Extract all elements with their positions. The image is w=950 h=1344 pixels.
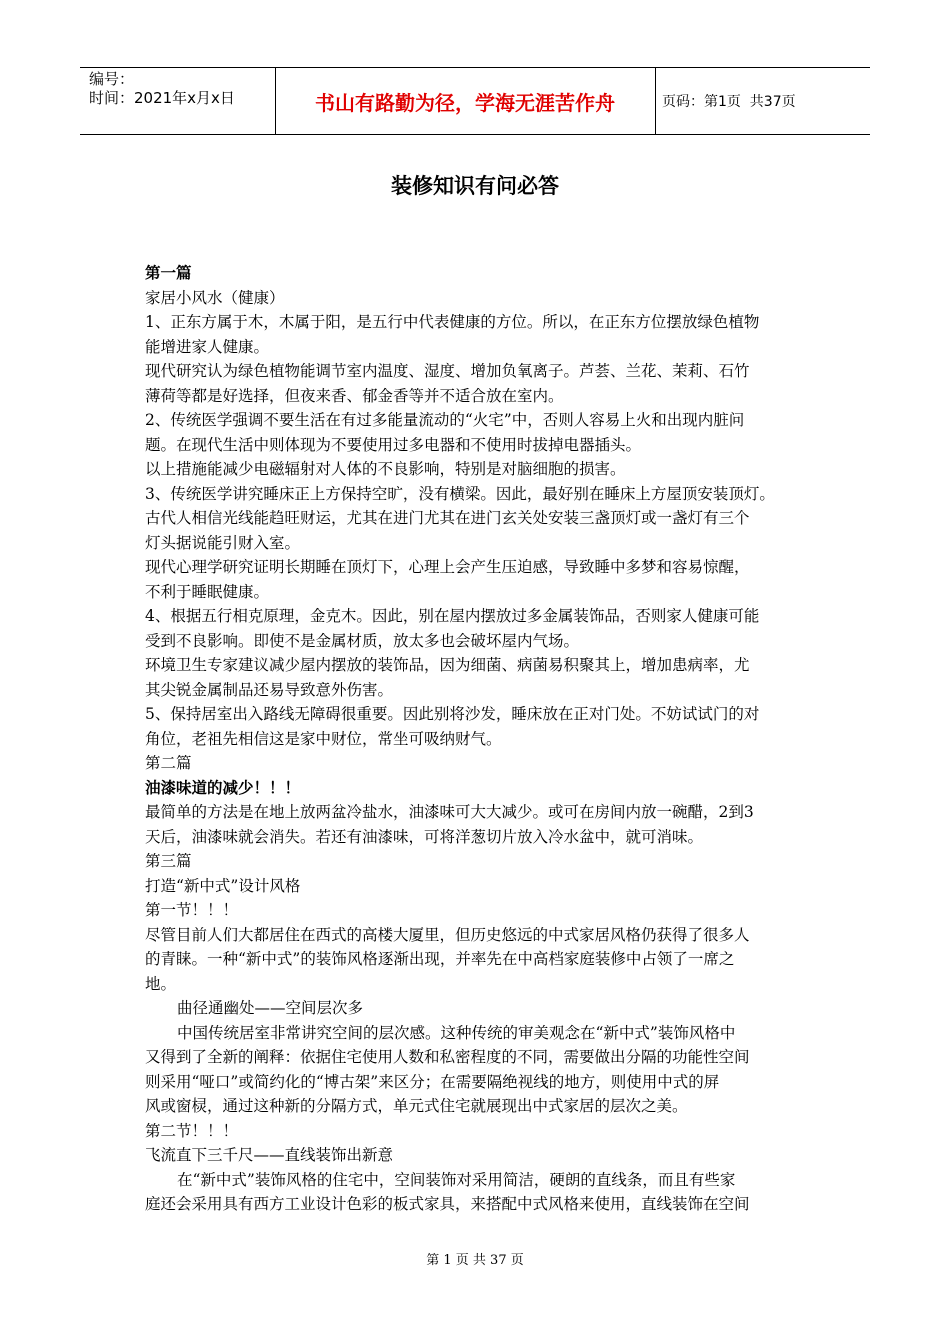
body-line: 家居小风水（健康） bbox=[145, 288, 285, 307]
body-line: 能增进家人健康。 bbox=[145, 337, 270, 356]
body-line: 地。 bbox=[145, 974, 177, 993]
body-line: 5、保持居室出入路线无障碍很重要。因此别将沙发，睡床放在正对门处。不妨试试门的对 bbox=[145, 705, 760, 723]
body-line: 曲径通幽处——空间层次多 bbox=[177, 999, 364, 1017]
body-line: 则采用“哑口”或简约化的“博古架”来区分；在需要隔绝视线的地方，则使用中式的屏 bbox=[145, 1072, 720, 1091]
body-line: 古代人相信光线能趋旺财运，尤其在进门尤其在进门玄关处安装三盏顶灯或一盏灯有三个 bbox=[145, 509, 750, 527]
body-line: 题。在现代生活中则体现为不要使用过多电器和不使用时拔掉电器插头。 bbox=[145, 435, 642, 454]
body-line: 第三篇 bbox=[145, 852, 192, 870]
body-line: 第一节！！！ bbox=[145, 901, 239, 919]
code-label: 编号： bbox=[89, 70, 135, 88]
header-motto: 书山有路勤为径，学海无涯苦作舟 bbox=[315, 90, 615, 115]
body-line: 天后，油漆味就会消失。若还有油漆味，可将洋葱切片放入冷水盆中，就可消味。 bbox=[145, 827, 704, 846]
body-line: 风或窗棂，通过这种新的分隔方式，单元式住宅就展现出中式家居的层次之美。 bbox=[145, 1097, 688, 1115]
body-line: 第二篇 bbox=[145, 754, 192, 772]
body-line: 2、传统医学强调不要生活在有过多能量流动的“火宅”中，否则人容易上火和出现内脏问 bbox=[145, 411, 745, 429]
body-line: 油漆味道的减少！！！ bbox=[145, 778, 301, 797]
body-line: 环境卫生专家建议减少屋内摆放的装饰品，因为细菌、病菌易积聚其上，增加患病率，尤 bbox=[145, 656, 750, 674]
header-divider-right bbox=[655, 67, 656, 135]
document-body bbox=[145, 261, 817, 1217]
body-line: 尽管目前人们大都居住在西式的高楼大厦里，但历史悠远的中式家居风格仍获得了很多人 bbox=[145, 925, 750, 944]
body-line: 4、根据五行相克原理，金克木。因此，别在屋内摆放过多金属装饰品，否则家人健康可能 bbox=[145, 607, 760, 625]
body-line: 打造“新中式”设计风格 bbox=[145, 876, 301, 895]
body-line: 受到不良影响。即使不是金属材质，放太多也会破坏屋内气场。 bbox=[145, 631, 580, 650]
body-line: 现代研究认为绿色植物能调节室内温度、湿度、增加负氧离子。芦荟、兰花、茉莉、石竹 bbox=[145, 362, 750, 380]
body-line: 灯头据说能引财入室。 bbox=[145, 533, 301, 552]
body-line: 中国传统居室非常讲究空间的层次感。这种传统的审美观念在“新中式”装饰风格中 bbox=[177, 1023, 736, 1042]
body-line: 其尖锐金属制品还易导致意外伤害。 bbox=[145, 680, 394, 699]
date-label: 时间：2021年x月x日 bbox=[89, 89, 235, 107]
body-line: 在“新中式”装饰风格的住宅中，空间装饰对采用简洁，硬朗的直线条，而且有些家 bbox=[177, 1170, 736, 1189]
header-meta bbox=[89, 70, 235, 108]
page-footer: 第 1 页 共 37 页 bbox=[426, 1253, 524, 1268]
body-line: 的青睐。一种“新中式”的装饰风格逐渐出现，并率先在中高档家庭装修中占领了一席之 bbox=[145, 950, 735, 968]
body-line: 3、传统医学讲究睡床正上方保持空旷，没有横梁。因此，最好别在睡床上方屋顶安装顶灯。 bbox=[145, 484, 775, 503]
body-line: 1、正东方属于木，木属于阳，是五行中代表健康的方位。所以，在正东方位摆放绿色植物 bbox=[145, 313, 760, 331]
body-line: 最简单的方法是在地上放两盆冷盐水，油漆味可大大减少。或可在房间内放一碗醋，2到3 bbox=[145, 803, 754, 821]
body-line: 不利于睡眠健康。 bbox=[145, 582, 270, 601]
body-line: 第一篇 bbox=[145, 264, 192, 282]
body-line: 庭还会采用具有西方工业设计色彩的板式家具，来搭配中式风格来使用，直线装饰在空间 bbox=[145, 1195, 750, 1213]
document-title: 装修知识有问必答 bbox=[391, 174, 559, 198]
header-page-info: 页码：第1页 共37页 bbox=[662, 94, 796, 110]
body-line: 以上措施能减少电磁辐射对人体的不良影响，特别是对脑细胞的损害。 bbox=[145, 460, 626, 478]
body-line: 角位，老祖先相信这是家中财位，常坐可吸纳财气。 bbox=[145, 729, 502, 748]
body-line: 现代心理学研究证明长期睡在顶灯下，心理上会产生压迫感，导致睡中多梦和容易惊醒， bbox=[145, 558, 750, 576]
body-line: 薄荷等都是好选择，但夜来香、郁金香等并不适合放在室内。 bbox=[145, 386, 564, 405]
body-line: 飞流直下三千尺——直线装饰出新意 bbox=[145, 1146, 394, 1164]
body-line: 第二节！！！ bbox=[145, 1121, 239, 1140]
body-line: 又得到了全新的阐释：依据住宅使用人数和私密程度的不同，需要做出分隔的功能性空间 bbox=[145, 1048, 750, 1066]
